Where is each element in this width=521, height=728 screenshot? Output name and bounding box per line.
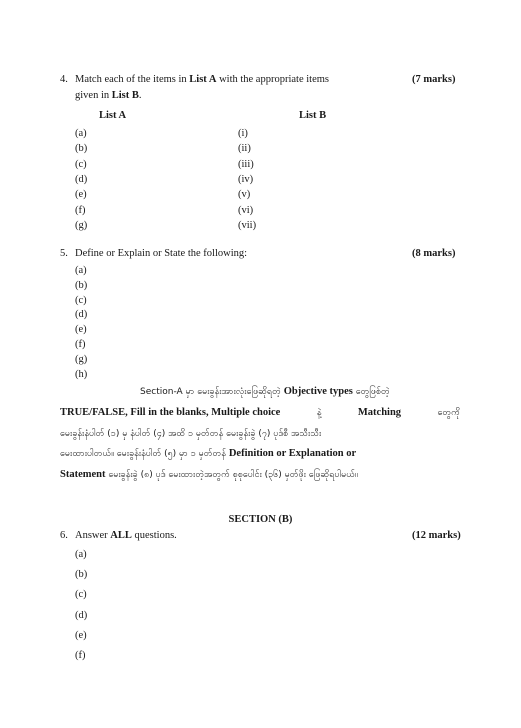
q6-text-part2: questions.	[131, 530, 177, 541]
q6-text	[75, 530, 177, 541]
list-b-item: (i)	[238, 128, 248, 139]
q6-item: (e)	[75, 629, 87, 641]
list-b-item: (iii)	[238, 158, 254, 170]
q4-line2-prefix: given in	[75, 90, 112, 101]
q5-item: (f)	[75, 339, 86, 350]
q5-item: (c)	[75, 294, 87, 306]
list-a-heading: List A	[99, 110, 127, 121]
q4-text-part1: Match each of the items in	[75, 74, 190, 85]
list-a-item: (f)	[75, 204, 86, 216]
q4-marks: (7 marks)	[412, 74, 456, 85]
note-line2	[60, 403, 460, 424]
note-l2-d: တွေကို	[437, 408, 460, 418]
section-b-heading: SECTION (B)	[228, 514, 293, 525]
q4-number: 4.	[60, 74, 68, 85]
q5-item: (e)	[75, 324, 87, 336]
q4-text-line1	[75, 74, 329, 85]
q6-item: (c)	[75, 589, 87, 601]
q5-item: (d)	[75, 309, 88, 321]
q6-item: (d)	[75, 609, 88, 621]
q6-all: ALL	[110, 530, 132, 541]
list-b-item: (iv)	[238, 173, 254, 185]
q6-marks: (12 marks)	[412, 530, 461, 541]
q5-item: (b)	[75, 279, 88, 291]
list-b-item: (vi)	[238, 204, 254, 216]
note-l2-a: TRUE/FALSE, Fill in the blanks, Multiple choice	[60, 407, 281, 418]
list-a-item: (c)	[75, 158, 87, 170]
q5-item: (a)	[75, 265, 87, 276]
q4-list-b-ref: List B	[111, 90, 139, 101]
list-a-item: (g)	[75, 219, 88, 231]
q5-item: (g)	[75, 353, 88, 365]
q6-item: (a)	[75, 549, 87, 560]
q5-item: (h)	[75, 368, 88, 380]
note-line3	[60, 424, 460, 445]
q6-item: (b)	[75, 569, 88, 581]
note-l2-c: Matching	[357, 407, 402, 418]
q6-text-part1: Answer	[75, 530, 111, 541]
note-l5-a: Statement	[60, 469, 106, 480]
note-l4-b: Definition or Explanation or	[228, 448, 357, 459]
q5-text: Define or Explain or State the following:	[75, 248, 248, 259]
q5-number: 5.	[60, 248, 68, 259]
list-b-item: (v)	[238, 189, 251, 201]
list-b-item: (vii)	[238, 219, 257, 231]
list-a-item: (e)	[75, 189, 87, 201]
q5-marks: (8 marks)	[412, 248, 456, 259]
q4-list-a-ref: List A	[189, 74, 217, 85]
note-l5-b: မေးခွန်းခွဲ (၈) ပုဒ် မေးထားတဲ့အတွက် စုစုပေါင်း (၃၆) မှတ်ဖိုး ဖြေဆိုရပါမယ်။	[105, 470, 358, 480]
note-l1-a: Section-A မှာ မေးခွန်းအားလုံးဖြေဆိုရတဲ့	[140, 387, 284, 397]
q4-text-part2: with the appropriate items	[216, 74, 329, 85]
note-line5	[60, 465, 460, 486]
q4-text-line2	[75, 90, 142, 101]
note-l2-b: နဲ့	[316, 408, 322, 418]
list-a-item: (d)	[75, 173, 88, 185]
note-l4-a: မေးထားပါတယ်။ မေးခွန်းနံပါတ် (၅) မှာ ၁ မှတ်တန်	[60, 449, 229, 459]
note-line1	[140, 382, 460, 403]
list-a-item: (b)	[75, 143, 88, 155]
list-b-item: (ii)	[238, 143, 251, 155]
q4-line2-suffix: .	[138, 90, 142, 101]
list-a-item: (a)	[75, 128, 87, 139]
q6-item: (f)	[75, 650, 86, 661]
note-l1-c: တွေဖြစ်တဲ့	[352, 387, 390, 397]
note-l1-b: Objective types	[283, 386, 353, 397]
list-b-heading: List B	[299, 110, 327, 121]
q6-number: 6.	[60, 530, 68, 541]
note-line4	[60, 444, 460, 465]
note-l3: မေးခွန်းနံပါတ် (၁) မှ နံပါတ် (၄) အထိ ၁ မှတ်တန် မေးခွန်းခွဲ (၇) ပုဒ်စီ အသီးသီး	[60, 429, 322, 439]
